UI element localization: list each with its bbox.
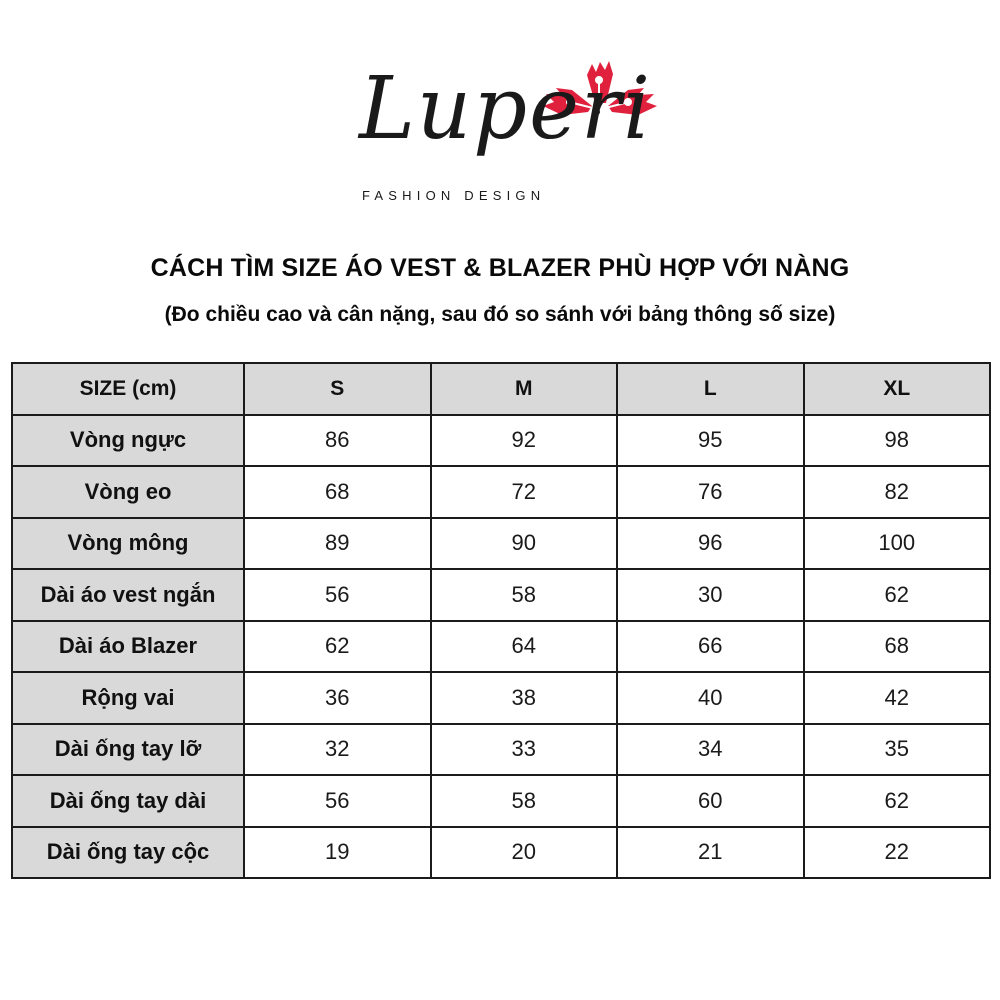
table-cell: 30 (617, 569, 804, 621)
table-row (12, 466, 990, 518)
size-chart-table (11, 362, 991, 879)
table-cell: 68 (804, 621, 991, 673)
table-cell: 89 (244, 518, 431, 570)
table-cell: 20 (431, 827, 618, 879)
page-title: CÁCH TÌM SIZE ÁO VEST & BLAZER PHÙ HỢP VỚI NÀNG (150, 254, 850, 282)
table-cell: 38 (431, 672, 618, 724)
brand-logo (340, 40, 660, 220)
table-cell: 42 (804, 672, 991, 724)
table-header-row (12, 363, 990, 415)
row-label: Dài ống tay lỡ (12, 724, 244, 776)
table-row (12, 518, 990, 570)
table-cell: 60 (617, 775, 804, 827)
header-size-label: SIZE (cm) (12, 363, 244, 415)
table-row (12, 827, 990, 879)
table-cell: 62 (244, 621, 431, 673)
row-label: Dài áo Blazer (12, 621, 244, 673)
table-row (12, 672, 990, 724)
row-label: Vòng eo (12, 466, 244, 518)
table-cell: 34 (617, 724, 804, 776)
table-cell: 58 (431, 569, 618, 621)
table-cell: 90 (431, 518, 618, 570)
header-size-xl: XL (804, 363, 991, 415)
table-cell: 62 (804, 775, 991, 827)
header-size-s: S (244, 363, 431, 415)
table-cell: 92 (431, 415, 618, 467)
page-subtitle: (Đo chiều cao và cân nặng, sau đó so sánh với bảng thông số size) (164, 303, 836, 326)
table-cell: 64 (431, 621, 618, 673)
table-cell: 40 (617, 672, 804, 724)
table-cell: 35 (804, 724, 991, 776)
table-cell: 68 (244, 466, 431, 518)
table-cell: 62 (804, 569, 991, 621)
table-cell: 82 (804, 466, 991, 518)
row-label: Rộng vai (12, 672, 244, 724)
row-label: Dài ống tay cộc (12, 827, 244, 879)
table-cell: 72 (431, 466, 618, 518)
row-label: Vòng mông (12, 518, 244, 570)
table-cell: 66 (617, 621, 804, 673)
row-label: Dài áo vest ngắn (12, 569, 244, 621)
table-cell: 86 (244, 415, 431, 467)
table-cell: 100 (804, 518, 991, 570)
row-label: Dài ống tay dài (12, 775, 244, 827)
table-cell: 22 (804, 827, 991, 879)
table-cell: 98 (804, 415, 991, 467)
table-cell: 33 (431, 724, 618, 776)
table-row (12, 621, 990, 673)
header-size-m: M (431, 363, 618, 415)
table-cell: 19 (244, 827, 431, 879)
brand-tagline: FASHION DESIGN (362, 188, 546, 203)
table-cell: 56 (244, 775, 431, 827)
table-cell: 58 (431, 775, 618, 827)
table-row (12, 569, 990, 621)
table-cell: 76 (617, 466, 804, 518)
table-cell: 36 (244, 672, 431, 724)
row-label: Vòng ngực (12, 415, 244, 467)
table-cell: 95 (617, 415, 804, 467)
table-cell: 96 (617, 518, 804, 570)
table-cell: 56 (244, 569, 431, 621)
table-row (12, 724, 990, 776)
table-cell: 21 (617, 827, 804, 879)
brand-name: Luperi (358, 59, 653, 159)
table-row (12, 775, 990, 827)
table-row (12, 415, 990, 467)
table-cell: 32 (244, 724, 431, 776)
header-size-l: L (617, 363, 804, 415)
